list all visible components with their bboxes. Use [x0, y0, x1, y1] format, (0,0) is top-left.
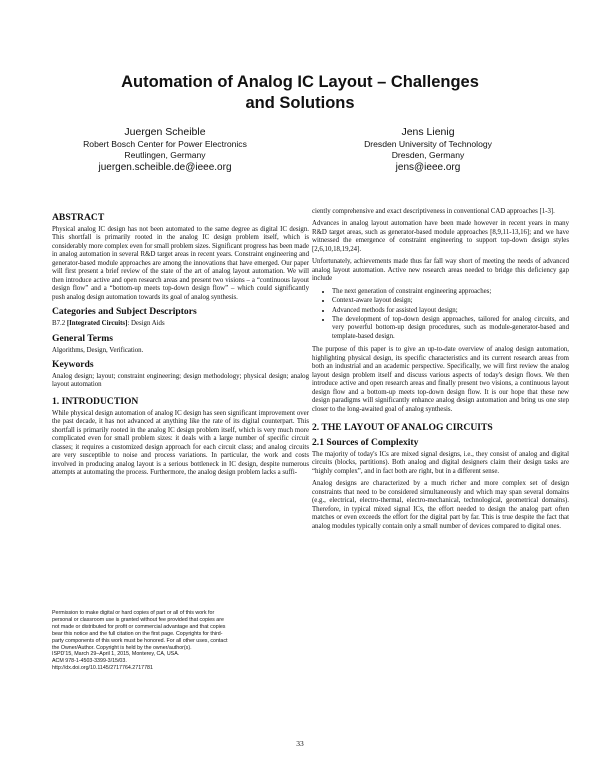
categories-heading: Categories and Subject Descriptors	[52, 306, 197, 318]
introduction-heading: 1. INTRODUCTION	[52, 395, 139, 407]
categories-bold: [Integrated Circuits]	[66, 320, 128, 328]
abstract-heading: ABSTRACT	[52, 212, 105, 223]
author-block-1	[50, 126, 280, 174]
list-item: • The next generation of constraint engineering approaches;	[332, 288, 569, 296]
research-areas-list	[312, 288, 569, 342]
permission-line: bear this notice and the full citation on the first page. Copyrights for third-	[52, 630, 223, 637]
permission-line: http://dx.doi.org/10.1145/2717764.2717781	[52, 665, 153, 672]
permission-line: the Owner/Author. Copyright is held by the owner/author(s).	[52, 644, 192, 651]
paper-title	[60, 72, 540, 114]
paragraph: Advances in analog layout automation have been made however in recent years in many R&D target areas, such as generator-based module approaches [8,9,11-13,16]; and we have witnessed the emergence of constraint engineering to support top-down design styles [2,6,10,18,19,24].	[312, 220, 569, 253]
paragraph: ciently comprehensive and exact descriptiveness in conventional CAD approaches [1-3].	[312, 208, 555, 215]
author-location: Dresden, Germany	[391, 150, 465, 160]
permission-line: party components of this work must be honored. For all other uses, contact	[52, 637, 228, 644]
author-name: Jens Lienig	[401, 126, 455, 138]
paragraph: The majority of today's ICs are mixed signal designs, i.e., they consist of analog and digital circuits (blocks, partitions). Both analog and digital designers claim their design tasks are “highly complex”, and in fact both are right, but in a different sense.	[312, 450, 569, 475]
list-item: • Context-aware layout design;	[332, 297, 569, 305]
keywords-heading: Keywords	[52, 358, 94, 370]
title-line-1: Automation of Analog IC Layout – Challenges	[121, 73, 479, 91]
section-2-heading: 2. THE LAYOUT OF ANALOG CIRCUITS	[312, 421, 493, 433]
left-column	[52, 208, 309, 482]
abstract-text: Physical analog IC design has not been automated to the same degree as digital IC design. This shortfall is primarily rooted in the analog IC design problem itself, which is considerably more complex even for small problem sizes. Significant progress has been made in analog automation in several R&D target areas in recent years. Constraint engineering and generator-based module approaches are among the innovations that have emerged. Our paper will first present a brief review of the state of the art of analog layout automation. We will then introduce active and open research areas and present two visions – a “continuous layout design flow” and a “bottom-up meets top-down design flow” – which could significantly push analog design automation towards its goal of analog synthesis.	[52, 226, 309, 301]
section-2-1-heading: 2.1 Sources of Complexity	[312, 436, 419, 448]
list-item: • Advanced methods for assisted layout design;	[332, 307, 569, 315]
author-block-2	[313, 126, 543, 174]
author-email: juergen.scheible.de@ieee.org	[98, 162, 232, 173]
permission-line: personal or classroom use is granted without fee provided that copies are	[52, 616, 224, 623]
author-name: Juergen Scheible	[124, 126, 206, 138]
page-number: 33	[296, 739, 304, 748]
permission-line: ISPD'15, March 29–April 1, 2015, Monterey, CA, USA.	[52, 651, 180, 658]
author-location: Reutlingen, Germany	[124, 150, 206, 160]
author-email: jens@ieee.org	[395, 162, 461, 173]
right-column	[312, 208, 569, 535]
paragraph: The purpose of this paper is to give an up-to-date overview of analog design automation, highlighting physical design, its specific characteristics and its current research areas from both an industrial and an academic perspective. Specifically, we will first review the analog layout design problem itself and discuss various aspects of today's design flows. We then introduce active and open research areas and finally present two visions, a continuous layout design flow and a bottom-up meets top-down design flow. It is our hope that these new design paradigms will significantly enhance analog design automation and bring us one step closer to the long-awaited goal of analog synthesis.	[312, 346, 569, 413]
permission-line: not made or distributed for profit or commercial advantage and that copies	[52, 623, 226, 630]
terms-text: Algorithms, Design, Verification.	[52, 346, 144, 354]
permission-line: ACM 978-1-4503-3399-3/15/03.	[52, 658, 127, 665]
paragraph: Unfortunately, achievements made thus far fall way short of meeting the needs of advanced analog layout automation. Active new research areas needed to bridge this deficiency gap include	[312, 258, 569, 283]
terms-heading: General Terms	[52, 332, 114, 344]
title-line-2: and Solutions	[245, 94, 355, 112]
author-affiliation: Dresden University of Technology	[364, 139, 492, 149]
categories-rest: : Design Aids	[127, 320, 165, 328]
paragraph: Analog designs are characterized by a much richer and more complex set of design constraints that need to be considered simultaneously and which may span several domains (e.g., electrical, electro-thermal, electro-mechanical, technological, geometrical domains). Therefore, in typical mixed signal ICs, the effort needed to design the analog part often matches or even exceeds the effort for the digital part by far. This is true despite the fact that analog modules typically contain only a small number of devices compared to digital ones.	[312, 480, 569, 530]
author-affiliation: Robert Bosch Center for Power Electronics	[83, 139, 247, 149]
categories-text	[52, 320, 309, 328]
permission-line: Permission to make digital or hard copies of part or all of this work for	[52, 610, 215, 616]
introduction-text: While physical design automation of analog IC design has seen significant improvement over the past decade, it has not advanced at anything like the rate of its digital counterpart. This shortfall is primarily rooted in the analog IC design problem itself, which is very much more complicated even for small problem sizes: it deals with a large number of specific circuit classes; it requires a customized design approach for each circuit class; and analog circuits are very susceptible to noise and process variations. In particular, the work and costs involved in producing analog layout is a serious bottleneck in IC design, despite numerous attempts at automating the process. Furthermore, the analog design problem lacks a suffi-	[52, 409, 309, 477]
list-item: • The development of top-down design approaches, tailored for analog circuits, and very powerful bottom-up design procedures, such as module-generator-based and template-based design.	[332, 316, 569, 341]
keywords-text: Analog design; layout; constraint engineering; design methodology; physical design; analog layout automation	[52, 372, 309, 389]
permission-notice	[52, 610, 288, 672]
categories-code: B7.2	[52, 320, 67, 328]
